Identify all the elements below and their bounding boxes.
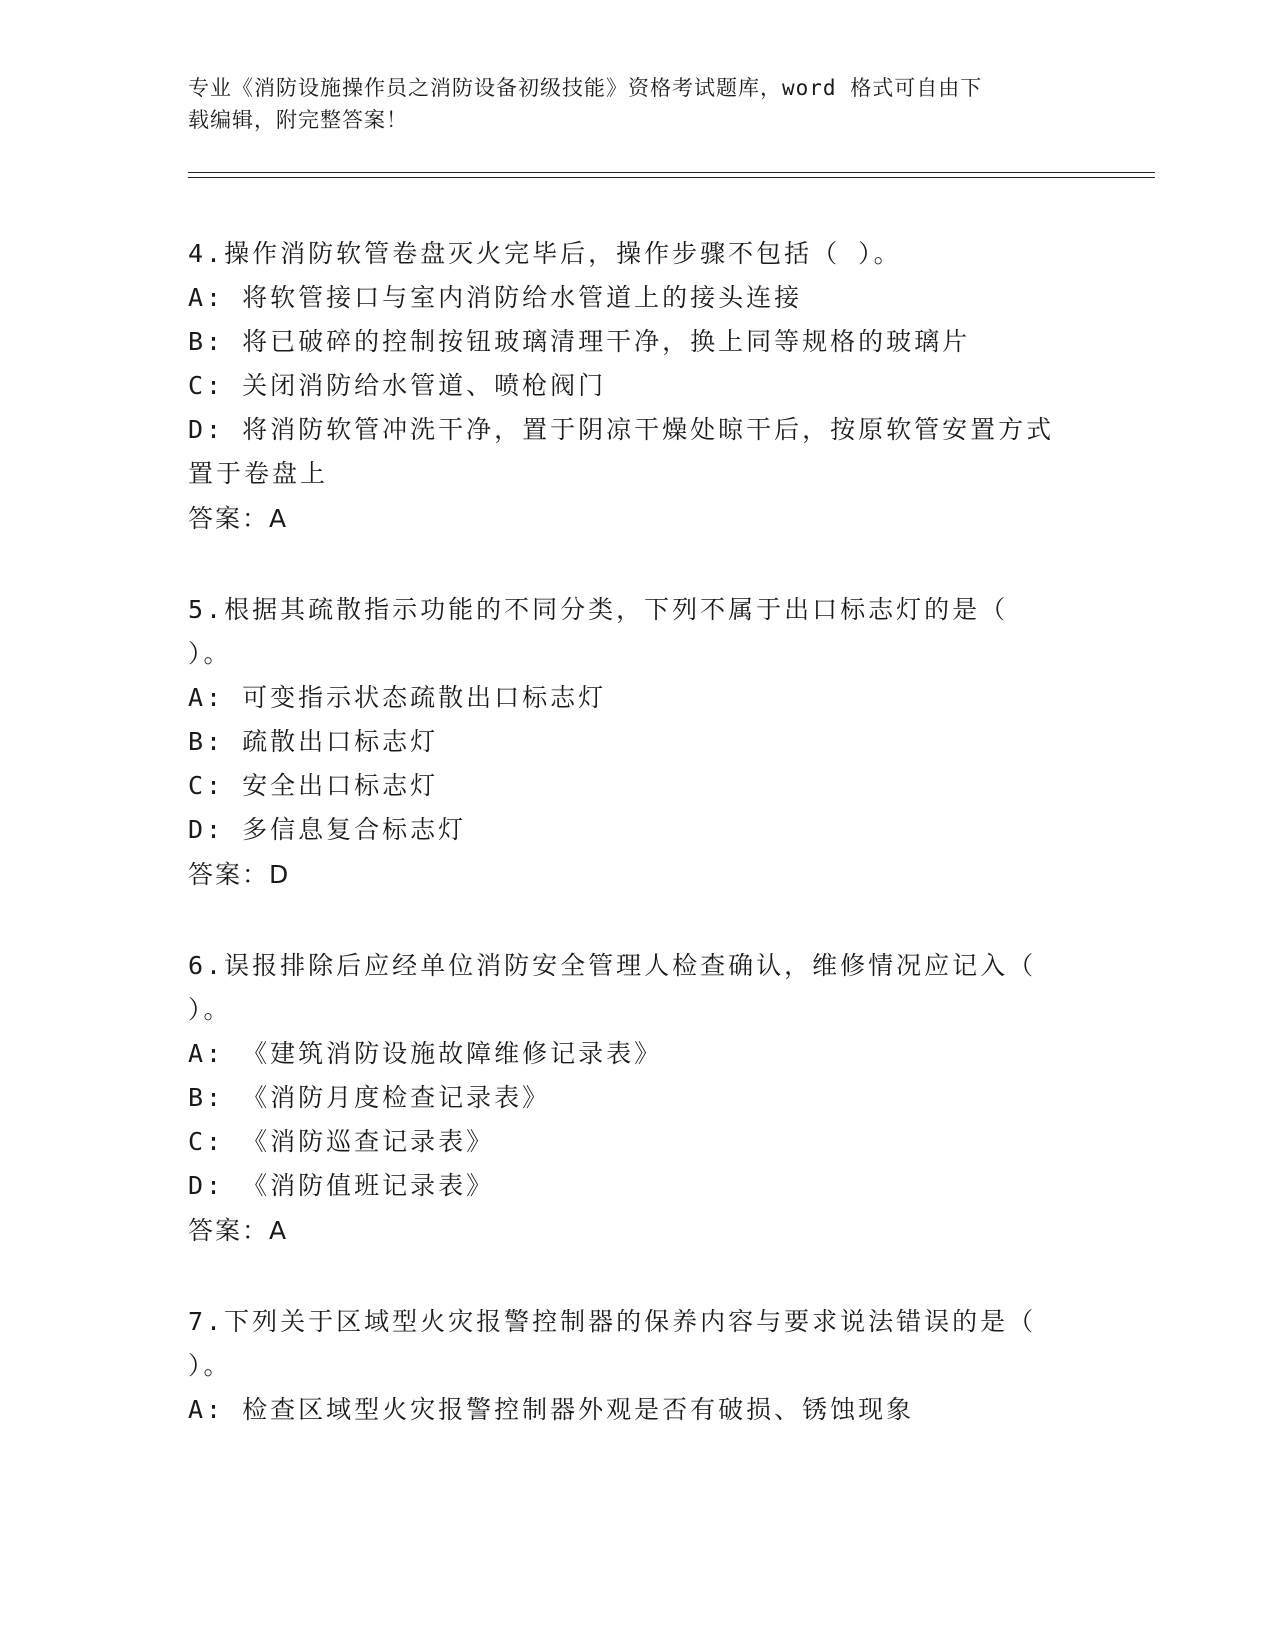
header-line-1: 专业《消防设施操作员之消防设备初级技能》资格考试题库，word 格式可自由下 [188, 76, 983, 100]
question-6 [188, 944, 1088, 1254]
option-d: D: 《消防值班记录表》 [188, 1171, 495, 1200]
option-c: C: 安全出口标志灯 [188, 771, 439, 800]
header-divider-bottom [188, 177, 1155, 178]
question-stem-continued: ）。 [188, 1351, 232, 1380]
option-b: B: 将已破碎的控制按钮玻璃清理干净，换上同等规格的玻璃片 [188, 327, 971, 356]
question-7 [188, 1300, 1088, 1432]
document-header [188, 72, 1088, 136]
answer: 答案：A [188, 504, 289, 533]
option-a: A: 将软管接口与室内消防给水管道上的接头连接 [188, 283, 803, 312]
option-c: C: 关闭消防给水管道、喷枪阀门 [188, 371, 607, 400]
option-d-continued: 置于卷盘上 [188, 459, 329, 488]
option-d: D: 多信息复合标志灯 [188, 815, 467, 844]
question-stem-continued: ）。 [188, 639, 232, 668]
answer: 答案：D [188, 860, 291, 889]
question-stem: 4.操作消防软管卷盘灭火完毕后，操作步骤不包括（ ）。 [188, 239, 902, 268]
question-stem: 6.误报排除后应经单位消防安全管理人检查确认，维修情况应记入（ [188, 951, 1037, 980]
option-a: A: 检查区域型火灾报警控制器外观是否有破损、锈蚀现象 [188, 1395, 915, 1424]
option-a: A: 《建筑消防设施故障维修记录表》 [188, 1039, 663, 1068]
option-b: B: 疏散出口标志灯 [188, 727, 439, 756]
question-stem-continued: ）。 [188, 995, 232, 1024]
question-4 [188, 232, 1088, 542]
question-stem: 5.根据其疏散指示功能的不同分类，下列不属于出口标志灯的是（ [188, 595, 1009, 624]
option-d: D: 将消防软管冲洗干净，置于阴凉干燥处晾干后，按原软管安置方式 [188, 415, 1055, 444]
option-c: C: 《消防巡查记录表》 [188, 1127, 495, 1156]
question-stem: 7.下列关于区域型火灾报警控制器的保养内容与要求说法错误的是（ [188, 1307, 1037, 1336]
answer: 答案：A [188, 1216, 289, 1245]
header-line-2: 载编辑，附完整答案！ [188, 108, 408, 132]
header-divider-top [188, 172, 1155, 173]
option-a: A: 可变指示状态疏散出口标志灯 [188, 683, 607, 712]
question-list [188, 232, 1088, 1478]
option-b: B: 《消防月度检查记录表》 [188, 1083, 551, 1112]
question-5 [188, 588, 1088, 898]
